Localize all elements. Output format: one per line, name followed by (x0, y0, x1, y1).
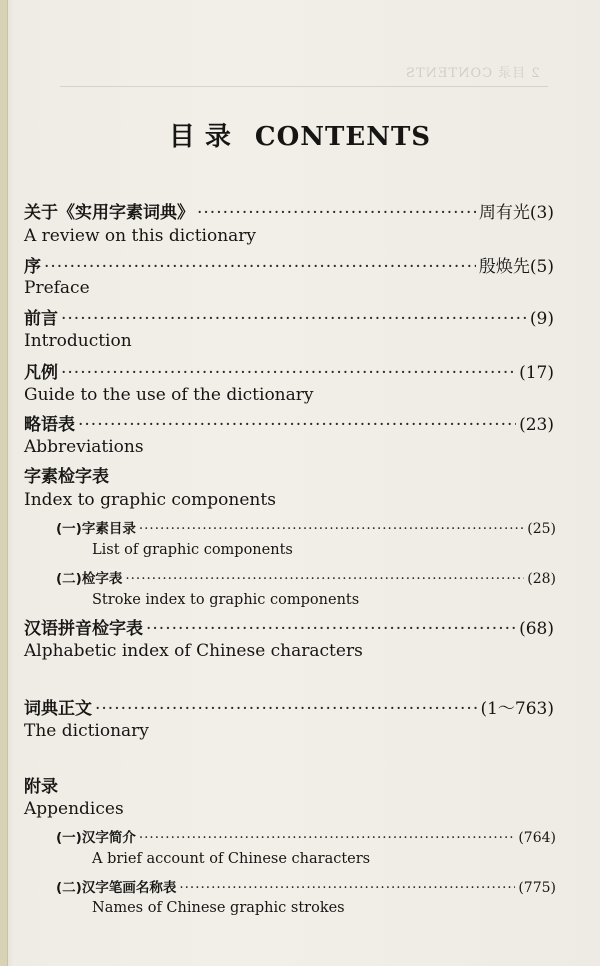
toc-entry-en: Stroke index to graphic components (92, 592, 360, 608)
toc-entry-page: (775) (518, 880, 556, 896)
dot-leader (61, 363, 516, 383)
toc-entry-abbreviations (24, 410, 554, 435)
toc-entry-cn: 词典正文 (24, 699, 92, 719)
toc-section-appendices-cn: 附录 (24, 777, 58, 797)
toc-entry-cn: 关于《实用字素词典》 (24, 203, 194, 223)
toc-entry-preface (24, 252, 554, 277)
dot-leader (179, 880, 515, 896)
toc-entry-en: Names of Chinese graphic strokes (92, 900, 345, 916)
toc-entry-en: Preface (24, 278, 90, 298)
toc-entry-page: (23) (519, 415, 554, 435)
dot-leader (95, 699, 477, 719)
toc-entry-en: A review on this dictionary (24, 226, 257, 246)
dot-leader (197, 203, 476, 223)
dot-leader (139, 830, 516, 846)
page-title (0, 116, 600, 153)
toc-section-index-en: Index to graphic components (24, 490, 276, 510)
toc-entry-introduction (24, 304, 554, 329)
bleed-through-rule (60, 86, 548, 87)
toc-entry-cn: 略语表 (24, 415, 75, 435)
toc-subentry-brief-account (56, 826, 556, 846)
toc-entry-dictionary (24, 694, 554, 719)
toc-entry-page: 殷焕先(5) (478, 257, 554, 277)
toc-entry-page: (1～763) (480, 699, 554, 719)
toc-entry-en: Abbreviations (24, 437, 144, 457)
toc-entry-en: Guide to the use of the dictionary (24, 385, 314, 405)
dot-leader (44, 257, 476, 277)
toc-section-appendices-en: Appendices (24, 799, 124, 819)
toc-entry-en: A brief account of Chinese characters (92, 851, 371, 867)
dot-leader (78, 415, 516, 435)
toc-entry-cn: (二)检字表 (56, 571, 123, 587)
toc-entry-page: (68) (519, 619, 554, 639)
toc-entry-cn: 前言 (24, 309, 58, 329)
title-en: CONTENTS (254, 122, 432, 152)
toc-section-index-cn: 字素检字表 (24, 467, 109, 487)
toc-subentry-stroke-names (56, 876, 556, 896)
dot-leader (61, 309, 527, 329)
toc-entry-cn: (一)字素目录 (56, 521, 136, 537)
toc-entry-page: (25) (527, 521, 556, 537)
toc-entry-pinyin-index (24, 614, 554, 639)
dot-leader (125, 571, 524, 587)
toc-entry-page: 周有光(3) (478, 203, 554, 223)
toc-entry-review (24, 198, 554, 223)
toc-entry-page: (28) (527, 571, 556, 587)
toc-entry-en: Alphabetic index of Chinese characters (24, 641, 363, 661)
toc-entry-en: Introduction (24, 331, 132, 351)
toc-entry-cn: 凡例 (24, 363, 58, 383)
title-cn: 目录 (168, 122, 241, 152)
toc-entry-cn: (一)汉字简介 (56, 830, 136, 846)
dot-leader (139, 521, 524, 537)
toc-subentry-stroke-index (56, 567, 556, 587)
toc-entry-page: (764) (518, 830, 556, 846)
toc-subentry-component-list (56, 517, 556, 537)
dot-leader (146, 619, 516, 639)
toc-entry-en: The dictionary (24, 721, 149, 741)
toc-entry-page: (9) (529, 309, 554, 329)
toc-entry-page: (17) (519, 363, 554, 383)
toc-entry-cn: (二)汉字笔画名称表 (56, 880, 177, 896)
toc-entry-cn: 汉语拼音检字表 (24, 619, 143, 639)
toc-entry-guide (24, 358, 554, 383)
bleed-through-header: 2 目录 CONTENTS (405, 66, 540, 81)
toc-entry-cn: 序 (24, 257, 41, 277)
toc-entry-en: List of graphic components (92, 542, 293, 558)
